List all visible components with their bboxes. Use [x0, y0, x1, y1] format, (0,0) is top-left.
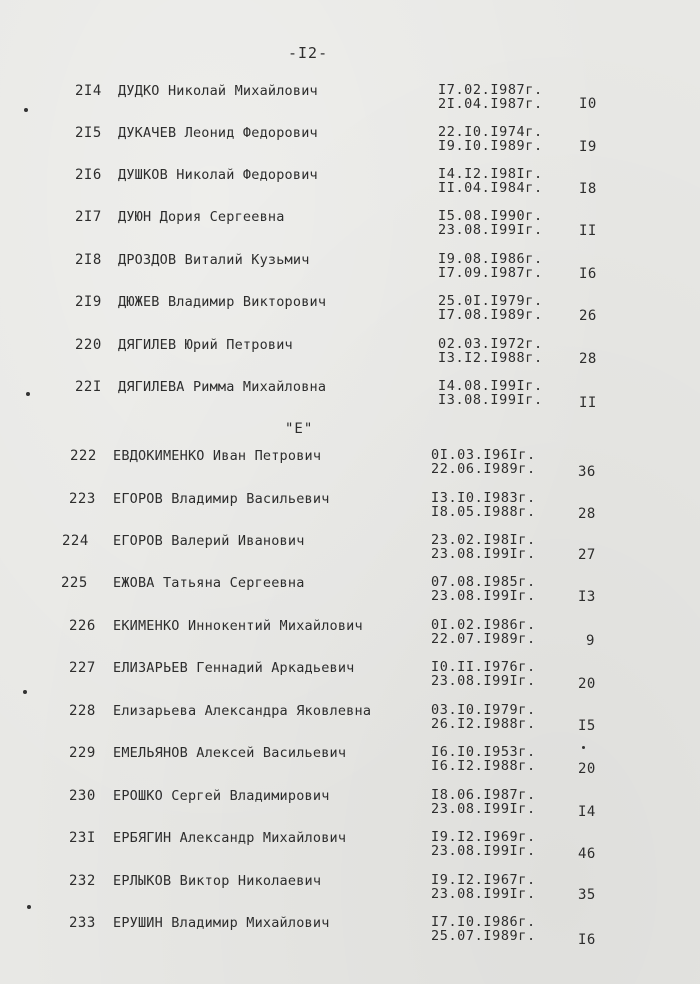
entry-number: 220 [75, 337, 102, 353]
date-to: II.04.I984г. [438, 180, 543, 196]
date-from: I6.I0.I953г. [431, 744, 536, 760]
list-item [0, 915, 700, 955]
scan-speck [23, 690, 27, 694]
date-from: I4.I2.I98Iг. [438, 166, 543, 182]
service-dates [431, 915, 536, 943]
date-from: I3.I0.I983г. [431, 490, 536, 506]
date-to: 23.08.I99Iг. [431, 588, 536, 604]
person-name: ДЯГИЛЕВА Римма Михайловна [118, 379, 327, 395]
person-name: ДУДКО Николай Михайлович [118, 83, 318, 99]
list-item [0, 873, 700, 913]
entry-number: 222 [70, 448, 97, 464]
service-dates [431, 830, 536, 858]
date-to: 23.08.I99Iг. [431, 673, 536, 689]
entry-count: 28 [579, 351, 597, 367]
list-item [0, 533, 700, 573]
person-name: ЕКИМЕНКО Иннокентий Михайлович [113, 618, 363, 634]
date-to: I8.05.I988г. [431, 504, 536, 520]
list-item [0, 830, 700, 870]
entry-number: 227 [69, 660, 96, 676]
service-dates [431, 788, 536, 816]
date-to: 23.08.I99Iг. [431, 546, 536, 562]
person-name: ЕМЕЛЬЯНОВ Алексей Васильевич [113, 745, 347, 761]
person-name: ДЮЖЕВ Владимир Викторович [118, 294, 327, 310]
entry-number: 2I4 [75, 83, 102, 99]
date-from: I9.08.I986г. [438, 251, 543, 267]
entry-number: 2I7 [75, 209, 102, 225]
list-item [0, 788, 700, 828]
service-dates [438, 125, 543, 153]
entry-count: 26 [579, 308, 597, 324]
date-to: I3.I2.I988г. [438, 350, 543, 366]
entry-count: 35 [578, 887, 596, 903]
date-from: 22.I0.I974г. [438, 124, 543, 140]
date-to: 25.07.I989г. [431, 928, 536, 944]
person-name: ЕРБЯГИН Александр Михайлович [113, 830, 347, 846]
entry-number: 2I5 [75, 125, 102, 141]
entry-count: 20 [578, 676, 596, 692]
service-dates [431, 745, 536, 773]
list-item [0, 83, 700, 123]
date-to: 23.08.I99Iг. [431, 843, 536, 859]
service-dates [431, 703, 536, 731]
service-dates [438, 83, 543, 111]
date-from: 02.03.I972г. [438, 336, 543, 352]
entry-number: 226 [69, 618, 96, 634]
entry-count: 27 [578, 547, 596, 563]
entry-count: 46 [578, 846, 596, 862]
list-item [0, 745, 700, 785]
person-name: ДУЮН Дория Сергеевна [118, 209, 285, 225]
entry-number: 228 [69, 703, 96, 719]
service-dates [431, 448, 536, 476]
service-dates [438, 379, 543, 407]
date-to: 23.08.I99Iг. [438, 222, 543, 238]
date-from: I7.02.I987г. [438, 82, 543, 98]
service-dates [431, 660, 536, 688]
entry-number: 2I8 [75, 252, 102, 268]
entry-number: 229 [69, 745, 96, 761]
date-from: I5.08.I990г. [438, 208, 543, 224]
entry-number: 2I9 [75, 294, 102, 310]
list-item [0, 448, 700, 488]
person-name: ДРОЗДОВ Виталий Кузьмич [118, 252, 310, 268]
list-item [0, 491, 700, 531]
list-item [0, 252, 700, 292]
person-name: ДУШКОВ Николай Федорович [118, 167, 318, 183]
entry-count: 20 [578, 761, 596, 777]
service-dates [431, 491, 536, 519]
person-name: ЕГОРОВ Владимир Васильевич [113, 491, 330, 507]
entry-number: 225 [61, 575, 88, 591]
date-to: I6.I2.I988г. [431, 758, 536, 774]
entry-number: 23I [69, 830, 96, 846]
date-to: I7.08.I989г. [438, 307, 543, 323]
date-to: 22.07.I989г. [431, 631, 536, 647]
entry-count: I5 [578, 718, 596, 734]
scan-speck [24, 108, 28, 112]
date-to: I3.08.I99Iг. [438, 392, 543, 408]
person-name: ЕРУШИН Владимир Михайлович [113, 915, 330, 931]
service-dates [438, 252, 543, 280]
date-to: 23.08.I99Iг. [431, 886, 536, 902]
entry-number: 233 [69, 915, 96, 931]
section-letter-heading: "E" [285, 421, 314, 437]
entry-number: 223 [69, 491, 96, 507]
person-name: Елизарьева Александра Яковлевна [113, 703, 372, 719]
person-name: ЕРОШКО Сергей Владимирович [113, 788, 330, 804]
service-dates [438, 294, 543, 322]
service-dates [438, 209, 543, 237]
service-dates [431, 618, 536, 646]
entry-number: 230 [69, 788, 96, 804]
entry-count: I0 [579, 96, 597, 112]
date-from: I7.I0.I986г. [431, 914, 536, 930]
list-item [0, 294, 700, 334]
scan-speck [582, 746, 585, 749]
date-from: 03.I0.I979г. [431, 702, 536, 718]
entry-number: 232 [69, 873, 96, 889]
list-item [0, 379, 700, 419]
date-from: I4.08.I99Iг. [438, 378, 543, 394]
date-from: 0I.02.I986г. [431, 617, 536, 633]
person-name: ЕВДОКИМЕНКО Иван Петрович [113, 448, 322, 464]
service-dates [431, 533, 536, 561]
service-dates [431, 575, 536, 603]
list-item [0, 337, 700, 377]
list-item [0, 209, 700, 249]
date-from: I9.I2.I967г. [431, 872, 536, 888]
date-from: 0I.03.I96Iг. [431, 447, 536, 463]
list-item [0, 575, 700, 615]
person-name: ЕГОРОВ Валерий Иванович [113, 533, 305, 549]
date-to: 26.I2.I988г. [431, 716, 536, 732]
date-from: I0.II.I976г. [431, 659, 536, 675]
date-to: I9.I0.I989г. [438, 138, 543, 154]
date-from: I9.I2.I969г. [431, 829, 536, 845]
date-from: I8.06.I987г. [431, 787, 536, 803]
date-from: 25.0I.I979г. [438, 293, 543, 309]
list-item [0, 703, 700, 743]
entry-count: II [579, 223, 597, 239]
person-name: ДЯГИЛЕВ Юрий Петрович [118, 337, 293, 353]
entry-count: 36 [578, 464, 596, 480]
person-name: ДУКАЧЕВ Леонид Федорович [118, 125, 318, 141]
service-dates [438, 337, 543, 365]
entry-number: 22I [75, 379, 102, 395]
list-item [0, 167, 700, 207]
entry-count: I8 [579, 181, 597, 197]
list-item [0, 618, 700, 658]
entry-count: 9 [586, 633, 595, 649]
entry-count: I6 [579, 266, 597, 282]
person-name: ЕЛИЗАРЬЕВ Геннадий Аркадьевич [113, 660, 355, 676]
entry-count: 28 [578, 506, 596, 522]
service-dates [431, 873, 536, 901]
entry-number: 2I6 [75, 167, 102, 183]
scan-speck [26, 392, 30, 396]
date-to: 2I.04.I987г. [438, 96, 543, 112]
entry-count: I4 [578, 804, 596, 820]
page-number: -I2- [288, 44, 329, 62]
entry-count: I6 [578, 932, 596, 948]
service-dates [438, 167, 543, 195]
list-item [0, 125, 700, 165]
list-item [0, 660, 700, 700]
entry-count: I9 [579, 139, 597, 155]
date-from: 07.08.I985г. [431, 574, 536, 590]
entry-count: I3 [578, 589, 596, 605]
entry-number: 224 [62, 533, 89, 549]
scan-speck [27, 905, 31, 909]
date-to: 22.06.I989г. [431, 461, 536, 477]
date-to: I7.09.I987г. [438, 265, 543, 281]
date-from: 23.02.I98Iг. [431, 532, 536, 548]
person-name: ЕЖОВА Татьяна Сергеевна [113, 575, 305, 591]
person-name: ЕРЛЫКОВ Виктор Николаевич [113, 873, 322, 889]
entry-count: II [579, 395, 597, 411]
date-to: 23.08.I99Iг. [431, 801, 536, 817]
